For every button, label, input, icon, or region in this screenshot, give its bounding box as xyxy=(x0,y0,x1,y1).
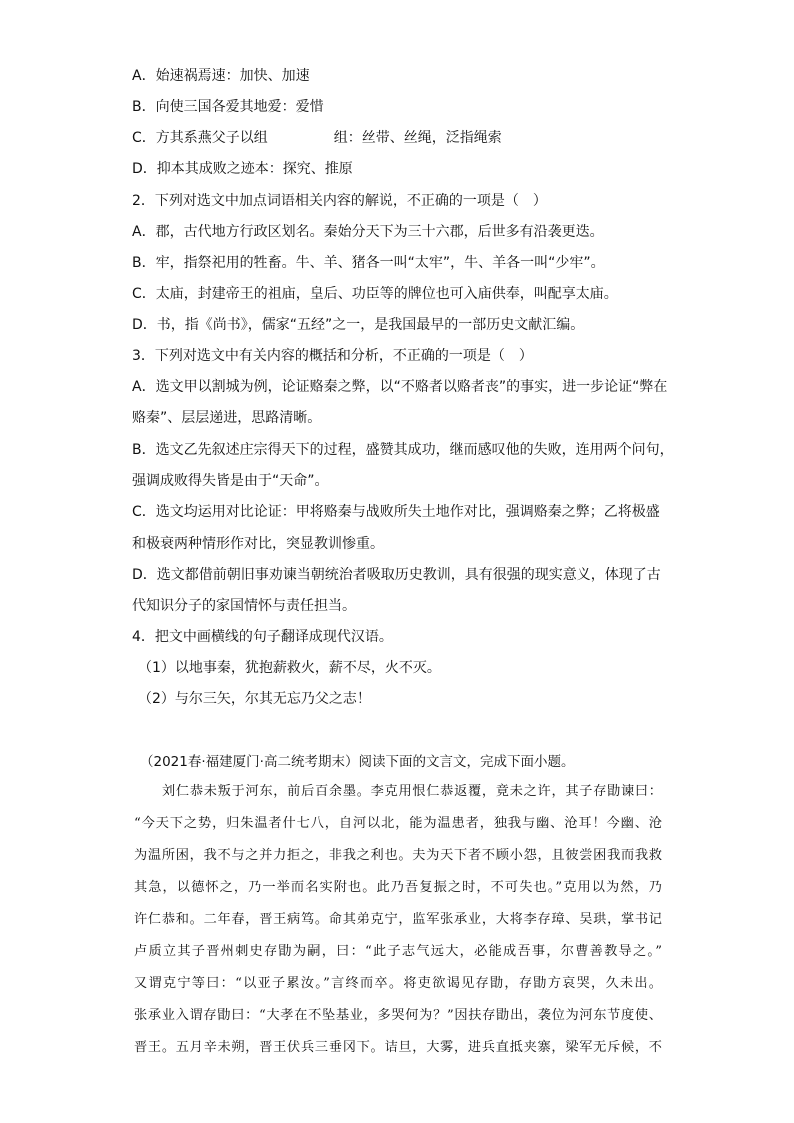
passage-line: 张承业入谓存勖曰：“大孝在不坠基业，多哭何为？”因扶存勖出，袭位为河东节度使、 xyxy=(134,1008,662,1023)
q2-stem: 2．下列对选文中加点词语相关内容的解说，不正确的一项是（ ） xyxy=(132,193,547,209)
q4-item-2: （2）与尔三矢，尔其无忘乃父之志！ xyxy=(138,691,371,707)
q3-option-a-line2: 赂秦”、层层递进，思路清晰。 xyxy=(132,410,322,426)
q3-option-b-line1: B．选文乙先叙述庄宗得天下的过程，盛赞其成功，继而感叹他的失败，连用两个问句， xyxy=(132,442,674,458)
q3-stem: 3．下列对选文中有关内容的概括和分析，不正确的一项是（ ） xyxy=(132,348,533,364)
q3-option-c-line1: C．选文均运用对比论证：甲将赂秦与战败所失土地作对比，强调赂秦之弊；乙将极盛 xyxy=(132,504,660,520)
passage-line: 卢质立其子晋州刺史存勖为嗣，曰：“此子志气远大，必能成吾事，尔曹善教导之。” xyxy=(134,944,662,959)
passage-line: 晋王。五月辛未朔，晋王伏兵三垂冈下。诘旦，大雾，进兵直抵夹寨，梁军无斥候，不 xyxy=(134,1040,662,1055)
passage-line: 其急，以德怀之，乃一举而名实附也。此乃吾复振之时，不可失也。”克用以为然，乃 xyxy=(134,880,662,895)
q3-option-c-line2: 和极衰两种情形作对比，突显教训惨重。 xyxy=(132,536,384,552)
q2-option-b: B．牢，指祭祀用的牲畜。牛、羊、猪各一叫“太牢”，牛、羊各一叫“少牢”。 xyxy=(132,255,605,271)
passage-line: 许仁恭和。二年春，晋王病笃。命其弟克宁，监军张承业，大将李存璋、吴珙，掌书记 xyxy=(134,912,662,927)
q1-option-a: A．始速祸焉速：加快、加速 xyxy=(132,68,310,84)
q3-option-d-line2: 代知识分子的家国情怀与责任担当。 xyxy=(132,598,356,614)
passage-source: （2021春·福建厦门·高二统考期末）阅读下面的文言文，完成下面小题。 xyxy=(140,754,575,770)
q2-option-c: C．太庙，封建帝王的祖庙，皇后、功臣等的牌位也可入庙供奉，叫配享太庙。 xyxy=(132,286,618,302)
q1-option-b: B．向使三国各爱其地爱：爱惜 xyxy=(132,99,324,115)
q3-option-a-line1: A．选文甲以割城为例，论证赂秦之弊，以“不赂者以赂者丧”的事实，进一步论证“弊在 xyxy=(132,379,668,395)
passage-line: “今天下之势，归朱温者什七八，自河以北，能为温患者，独我与幽、沧耳！今幽、沧 xyxy=(134,816,662,831)
q4-stem: 4．把文中画横线的句子翻译成现代汉语。 xyxy=(132,629,393,645)
q1-option-d: D．抑本其成败之迹本：探究、推原 xyxy=(132,161,353,177)
q3-option-b-line2: 强调成败得失皆是由于“天命”。 xyxy=(132,473,329,489)
q1-option-c xyxy=(132,128,502,148)
passage-line: 为温所困，我不与之并力拒之，非我之利也。夫为天下者不顾小怨，且彼尝困我而我救 xyxy=(134,848,662,863)
q3-option-d-line1: D．选文都借前朝旧事劝谏当朝统治者吸取历史教训，具有很强的现实意义，体现了古 xyxy=(132,567,661,583)
passage-line: 又谓克宁等曰：“以亚子累汝。”言终而卒。将吏欲谒见存勖，存勖方哀哭，久未出。 xyxy=(134,976,662,991)
q2-option-d: D．书，指《尚书》，儒家“五经”之一，是我国最早的一部历史文献汇编。 xyxy=(132,317,585,333)
q2-option-a: A．郡，古代地方行政区划名。秦始分天下为三十六郡，后世多有沿袭更迭。 xyxy=(132,224,604,240)
passage-line: 刘仁恭未叛于河东，前后百余墨。李克用恨仁恭返覆，竟未之许，其子存勖谏曰： xyxy=(162,784,662,799)
q1-option-c-gloss: 组：丝带、丝绳，泛指绳索 xyxy=(333,130,502,146)
q4-item-1: （1）以地事秦，犹抱薪救火，薪不尽，火不灭。 xyxy=(138,660,441,676)
q1-option-c-text: C．方其系燕父子以组 xyxy=(132,130,268,146)
